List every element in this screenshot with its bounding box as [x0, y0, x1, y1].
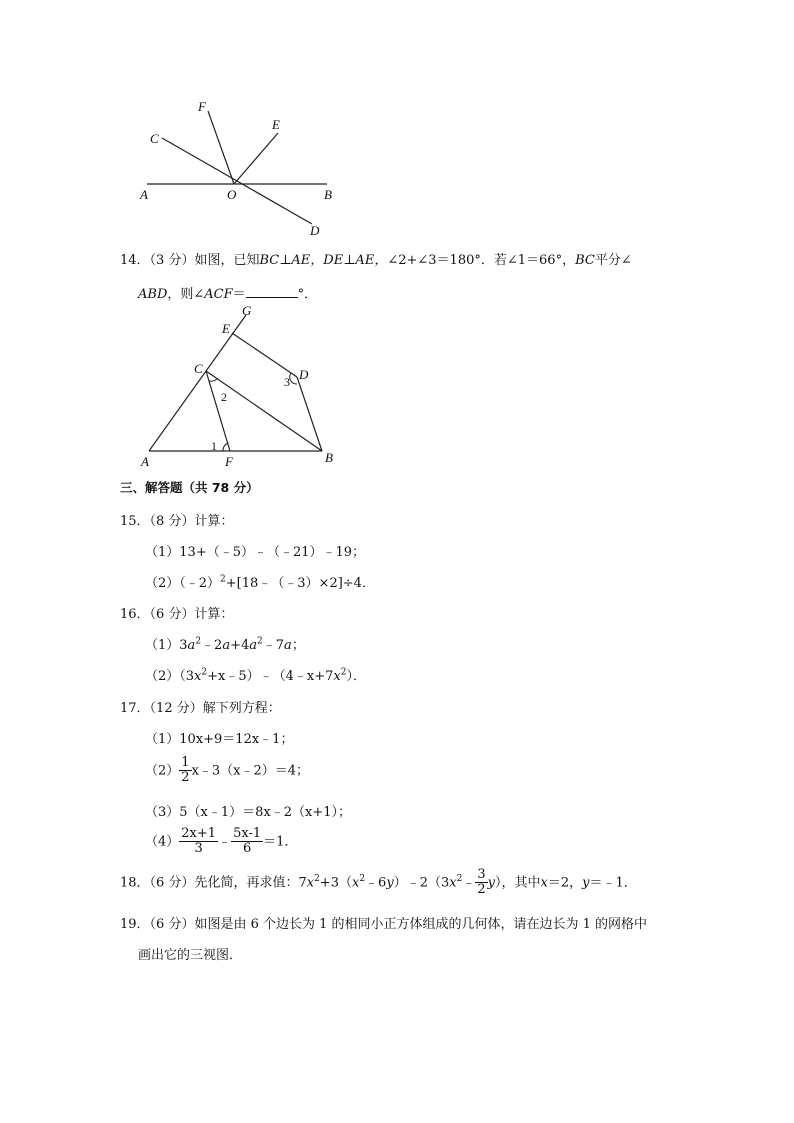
- label-g: G: [242, 303, 252, 318]
- q18-d: ）﹣2（3: [393, 875, 450, 891]
- label-e2: E: [222, 321, 230, 336]
- fraction-denominator: 6: [242, 841, 252, 857]
- fraction-numerator: 1: [181, 755, 190, 770]
- question-17-part1: （1）10x+9＝12x﹣1；: [145, 732, 294, 747]
- question-17-part3: （3）5（x﹣1）＝8x﹣2（x+1）；: [145, 805, 352, 820]
- q16-p1-plus: +4: [230, 638, 250, 653]
- question-15-part1: （1）13+（﹣5）﹣（﹣21）﹣19；: [145, 545, 366, 560]
- q18-x3: x: [449, 875, 457, 891]
- q14-acf: ACF: [204, 287, 233, 302]
- q18-y3: y: [582, 875, 590, 891]
- q18-x2: x: [351, 875, 360, 891]
- q18-e: ﹣: [462, 875, 476, 891]
- q18-h: ＝﹣1．: [589, 875, 637, 891]
- q14-deg: °．: [297, 287, 318, 302]
- q16-p1-prefix: （1）3: [145, 638, 188, 653]
- label-o: O: [227, 187, 237, 202]
- q14-bc: BC: [575, 253, 595, 268]
- figure-2-svg: [135, 303, 350, 473]
- fraction-numerator: 2x+1: [181, 826, 217, 841]
- q16-p1-var-a2: a: [222, 638, 231, 653]
- q16-p2-mid: +x﹣5）﹣（4﹣x+7: [207, 669, 334, 684]
- q15-p2-b: +[18﹣（﹣3）×2]÷4．: [225, 576, 375, 591]
- q14-text-a: 14．（3 分）如图，已知: [120, 253, 260, 268]
- q16-p1-end: ；: [291, 638, 305, 653]
- q18-s1: 2: [314, 873, 320, 884]
- q18-x1: x: [306, 875, 315, 891]
- question-14-line2: [138, 283, 317, 302]
- q18-x4: x: [540, 875, 548, 891]
- fraction-denominator: 2: [477, 882, 486, 898]
- label-a2: A: [141, 454, 149, 469]
- label-c: C: [150, 131, 159, 146]
- line-db: [297, 377, 322, 451]
- label-b: B: [324, 187, 332, 202]
- fraction-one-half: [179, 756, 191, 786]
- fraction-2: [231, 827, 263, 857]
- q17-p2-tail: x﹣3（x﹣2）＝4；: [191, 763, 310, 779]
- label-b2: B: [325, 450, 333, 465]
- q16-p1-exp1: 2: [195, 636, 202, 647]
- q18-g: ＝2，: [547, 875, 583, 891]
- q17-p4-tail: ＝1．: [263, 834, 298, 850]
- q18-f: ），其中: [494, 875, 541, 891]
- q14-eq: ＝: [232, 287, 246, 302]
- q17-p4-prefix: （4）: [145, 834, 180, 850]
- q15-p2-exp: 2: [220, 574, 226, 585]
- question-15-part2: [145, 572, 375, 591]
- fraction-denominator: 2: [181, 770, 190, 786]
- fraction-denominator: 3: [194, 841, 203, 857]
- label-f: F: [198, 99, 206, 114]
- label-d2: D: [299, 367, 309, 382]
- q15-p2-a: （2）（﹣2）: [145, 576, 221, 591]
- q16-p2-var-x: x: [194, 669, 202, 684]
- q14-perp: BC⊥AE，DE⊥AE，: [259, 253, 388, 268]
- ray-of: [208, 111, 234, 184]
- line-ed: [232, 333, 297, 377]
- line-cb: [206, 371, 322, 451]
- fraction-numerator: 5x-1: [233, 826, 262, 841]
- question-15-stem: 15．（8 分）计算：: [120, 514, 234, 529]
- q16-p2-exp2: 2: [340, 667, 347, 678]
- q18-y2: y: [487, 875, 495, 891]
- answer-blank[interactable]: [246, 285, 298, 298]
- label-2: 2: [221, 390, 227, 404]
- arc-angle-1: [223, 443, 228, 451]
- figure-lines-angle: [120, 95, 360, 245]
- q14-angles: ∠2+∠3＝180°．若∠1＝66°，: [387, 253, 576, 268]
- question-16-part1: [145, 634, 305, 653]
- q16-p2-end: ）．: [346, 669, 366, 684]
- q16-p1-var-a3: a: [249, 638, 258, 653]
- figure-1-svg: [120, 95, 360, 245]
- fraction-three-halves: [475, 868, 487, 898]
- question-17-stem: 17．（12 分）解下列方程：: [120, 701, 281, 716]
- q14-bisect: 平分∠: [594, 253, 632, 268]
- q16-p1-var-a4: a: [284, 638, 292, 653]
- q16-p2-exp1: 2: [201, 667, 208, 678]
- q18-a: 18．（6 分）先化简，再求值：7: [120, 875, 307, 891]
- q17-p2-prefix: （2）: [145, 763, 180, 779]
- question-14-line1: [120, 249, 632, 268]
- q16-p2-var-x2: x: [333, 669, 341, 684]
- fraction-1: [179, 827, 218, 857]
- q14-then: ，则∠: [167, 287, 205, 302]
- q18-s3: 2: [456, 873, 463, 884]
- q17-p4-minus: ﹣: [218, 834, 232, 850]
- q16-p1-exp2: 2: [257, 636, 263, 647]
- q18-s2: 2: [359, 873, 366, 884]
- q16-p1-tail: ﹣7: [262, 638, 285, 653]
- line-cf: [206, 371, 230, 451]
- label-3: 3: [284, 375, 290, 389]
- q18-c: ﹣6: [365, 875, 387, 891]
- fraction-numerator: 3: [477, 867, 486, 882]
- label-1: 1: [211, 439, 217, 453]
- section-title: 三、解答题（共 78 分）: [120, 480, 259, 495]
- label-d: D: [310, 223, 320, 238]
- q18-b: +3（: [319, 875, 352, 891]
- label-a: A: [140, 187, 148, 202]
- question-18: [120, 868, 637, 898]
- q18-y1: y: [386, 875, 394, 891]
- q16-p2-prefix: （2）（3: [145, 669, 195, 684]
- question-19-line2: 画出它的三视图．: [138, 948, 243, 963]
- label-f2: F: [225, 454, 233, 469]
- label-c2: C: [194, 361, 203, 376]
- question-16-part2: [145, 665, 366, 684]
- arc-angle-2: [209, 379, 217, 381]
- question-16-stem: 16．（6 分）计算：: [120, 607, 234, 622]
- ray-oe: [234, 133, 278, 184]
- q16-p1-var-a: a: [187, 638, 196, 653]
- figure-quadrilateral: [135, 303, 350, 473]
- line-ag: [149, 315, 246, 451]
- q16-p1-mid: ﹣2: [201, 638, 223, 653]
- question-17-part4: [145, 827, 297, 857]
- q14-abd: ABD: [138, 287, 168, 302]
- label-e: E: [272, 117, 280, 132]
- question-17-part2: [145, 756, 309, 786]
- question-19-line1: 19．（6 分）如图是由 6 个边长为 1 的相同小正方体组成的几何体，请在边长为 1 的网格中: [120, 917, 648, 932]
